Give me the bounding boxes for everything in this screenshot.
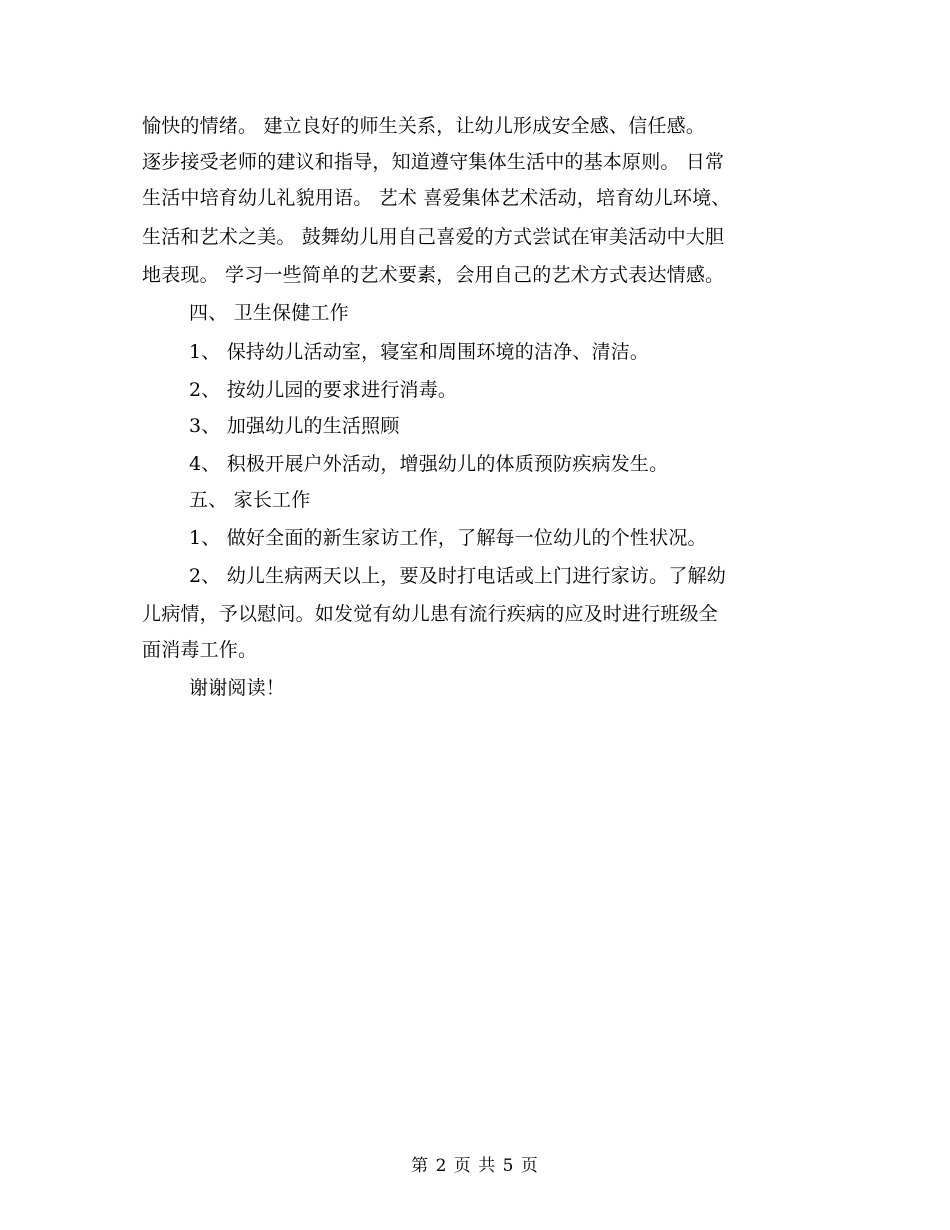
section-heading-hygiene: 四、 卫生保健工作	[189, 302, 349, 324]
paragraph-line: 面消毒工作。	[142, 639, 258, 661]
paragraph-line: 儿病情，予以慰问。如发觉有幼儿患有流行疾病的应及时进行班级全	[142, 603, 719, 625]
list-item: 4、 积极开展户外活动，增强幼儿的体质预防疾病发生。	[189, 453, 669, 475]
paragraph-line: 逐步接受老师的建议和指导，知道遵守集体生活中的基本原则。 日常	[142, 151, 725, 173]
page-number-footer: 第 2 页 共 5 页	[411, 1156, 539, 1176]
list-item: 3、 加强幼儿的生活照顾	[189, 415, 400, 437]
list-item: 2、 按幼儿园的要求进行消毒。	[189, 379, 458, 401]
paragraph-line: 愉快的情绪。 建立良好的师生关系，让幼儿形成安全感、信任感。	[142, 115, 706, 137]
list-item: 2、 幼儿生病两天以上，要及时打电话或上门进行家访。了解幼	[189, 565, 726, 587]
section-heading-parents: 五、 家长工作	[189, 489, 311, 511]
paragraph-line: 生活和艺术之美。 鼓舞幼儿用自己喜爱的方式尝试在审美活动中大胆	[142, 226, 725, 248]
closing-line: 谢谢阅读！	[189, 677, 286, 699]
paragraph-line: 地表现。 学习一些简单的艺术要素，会用自己的艺术方式表达情感。	[142, 264, 725, 286]
list-item: 1、 做好全面的新生家访工作，了解每一位幼儿的个性状况。	[189, 527, 707, 549]
paragraph-line: 生活中培育幼儿礼貌用语。 艺术 喜爱集体艺术活动，培育幼儿环境、	[142, 187, 731, 209]
list-item: 1、 保持幼儿活动室，寝室和周围环境的洁净、清洁。	[189, 341, 650, 363]
